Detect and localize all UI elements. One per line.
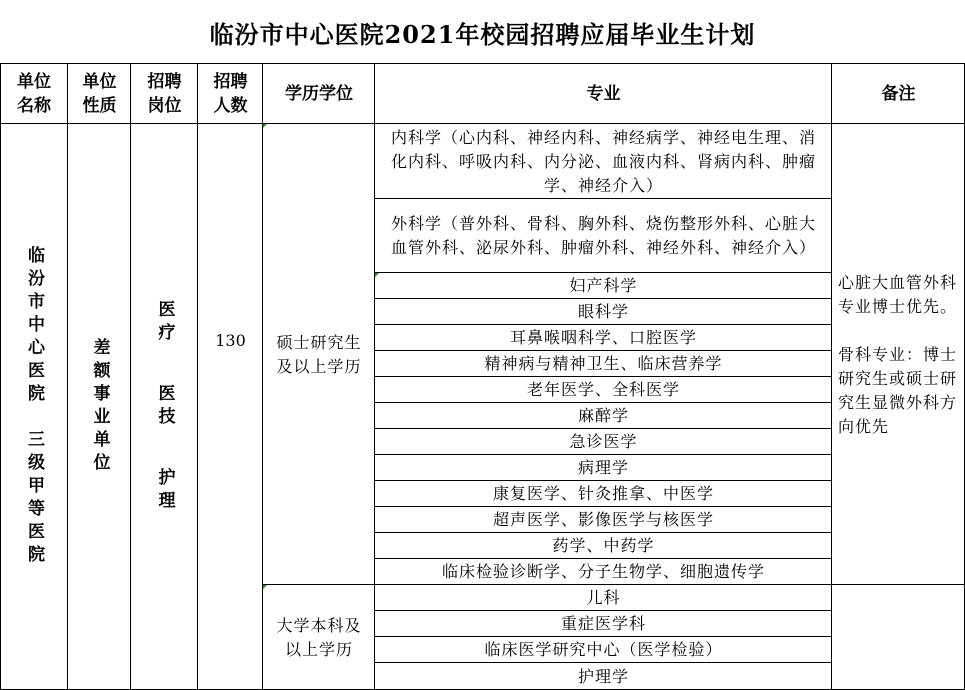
degree-bachelor: 大学本科及以上学历 xyxy=(276,615,362,659)
header-unit-nature: 单位性质 xyxy=(82,71,117,116)
major-item: 儿科 xyxy=(586,588,621,607)
page-title: 临汾市中心医院2021年校园招聘应届毕业生计划 xyxy=(209,19,756,49)
remark-master-cell xyxy=(832,124,965,585)
major-item: 麻醉学 xyxy=(577,406,629,425)
major-item: 外科学（普外科、骨科、胸外科、烧伤整形外科、心脏大血管外科、泌尿外科、肿瘤外科、神经外科、神经介入） xyxy=(390,214,816,257)
remark-line: 骨科专业：博士研究生或硕士研究生显微外科方向优先 xyxy=(838,344,958,436)
position-medical: 医疗 xyxy=(154,300,175,346)
major-item: 急诊医学 xyxy=(569,432,638,451)
position-tech: 医技 xyxy=(154,384,175,430)
position-cell xyxy=(131,124,198,690)
header-degree: 学历学位 xyxy=(285,83,353,104)
header-remark: 备注 xyxy=(881,83,916,104)
degree-master: 硕士研究生及以上学历 xyxy=(276,332,362,376)
remark-bachelor-cell xyxy=(832,585,965,690)
header-unit-name: 单位名称 xyxy=(17,71,51,116)
major-item: 病理学 xyxy=(577,458,629,477)
major-item: 临床医学研究中心（医学检验） xyxy=(484,640,723,659)
major-item: 护理学 xyxy=(577,666,629,686)
major-item: 内科学（心内科、神经内科、神经病学、神经电生理、消化内科、呼吸内科、内分泌、血液内科、肾病内科、肿瘤学、神经介入） xyxy=(390,127,816,195)
unit-name-cell xyxy=(0,124,68,690)
major-item: 重症医学科 xyxy=(560,614,646,633)
major-item: 老年医学、全科医学 xyxy=(526,380,680,399)
major-item: 耳鼻喉咽科学、口腔医学 xyxy=(509,328,697,347)
header-major: 专业 xyxy=(586,83,621,104)
header-position: 招聘岗位 xyxy=(147,71,182,116)
unit-nature-cell xyxy=(68,124,131,690)
count-cell: 130 xyxy=(215,330,246,350)
major-item: 康复医学、针灸推拿、中医学 xyxy=(492,484,714,503)
remark-line: 心脏大血管外科专业博士优先。 xyxy=(838,272,958,316)
unit-nature: 差额事业单位 xyxy=(89,338,110,476)
unit-name: 临汾市中心医院 三级甲等医院 xyxy=(24,246,44,568)
major-item: 药学、中药学 xyxy=(552,536,655,555)
header-count: 招聘人数 xyxy=(213,71,248,116)
major-item: 眼科学 xyxy=(577,302,629,321)
major-item: 超声医学、影像医学与核医学 xyxy=(492,510,714,529)
major-item: 精神病与精神卫生、临床营养学 xyxy=(484,354,723,373)
position-nursing: 护理 xyxy=(154,468,175,514)
major-item: 妇产科学 xyxy=(569,276,638,295)
major-item: 临床检验诊断学、分子生物学、细胞遗传学 xyxy=(441,562,765,581)
